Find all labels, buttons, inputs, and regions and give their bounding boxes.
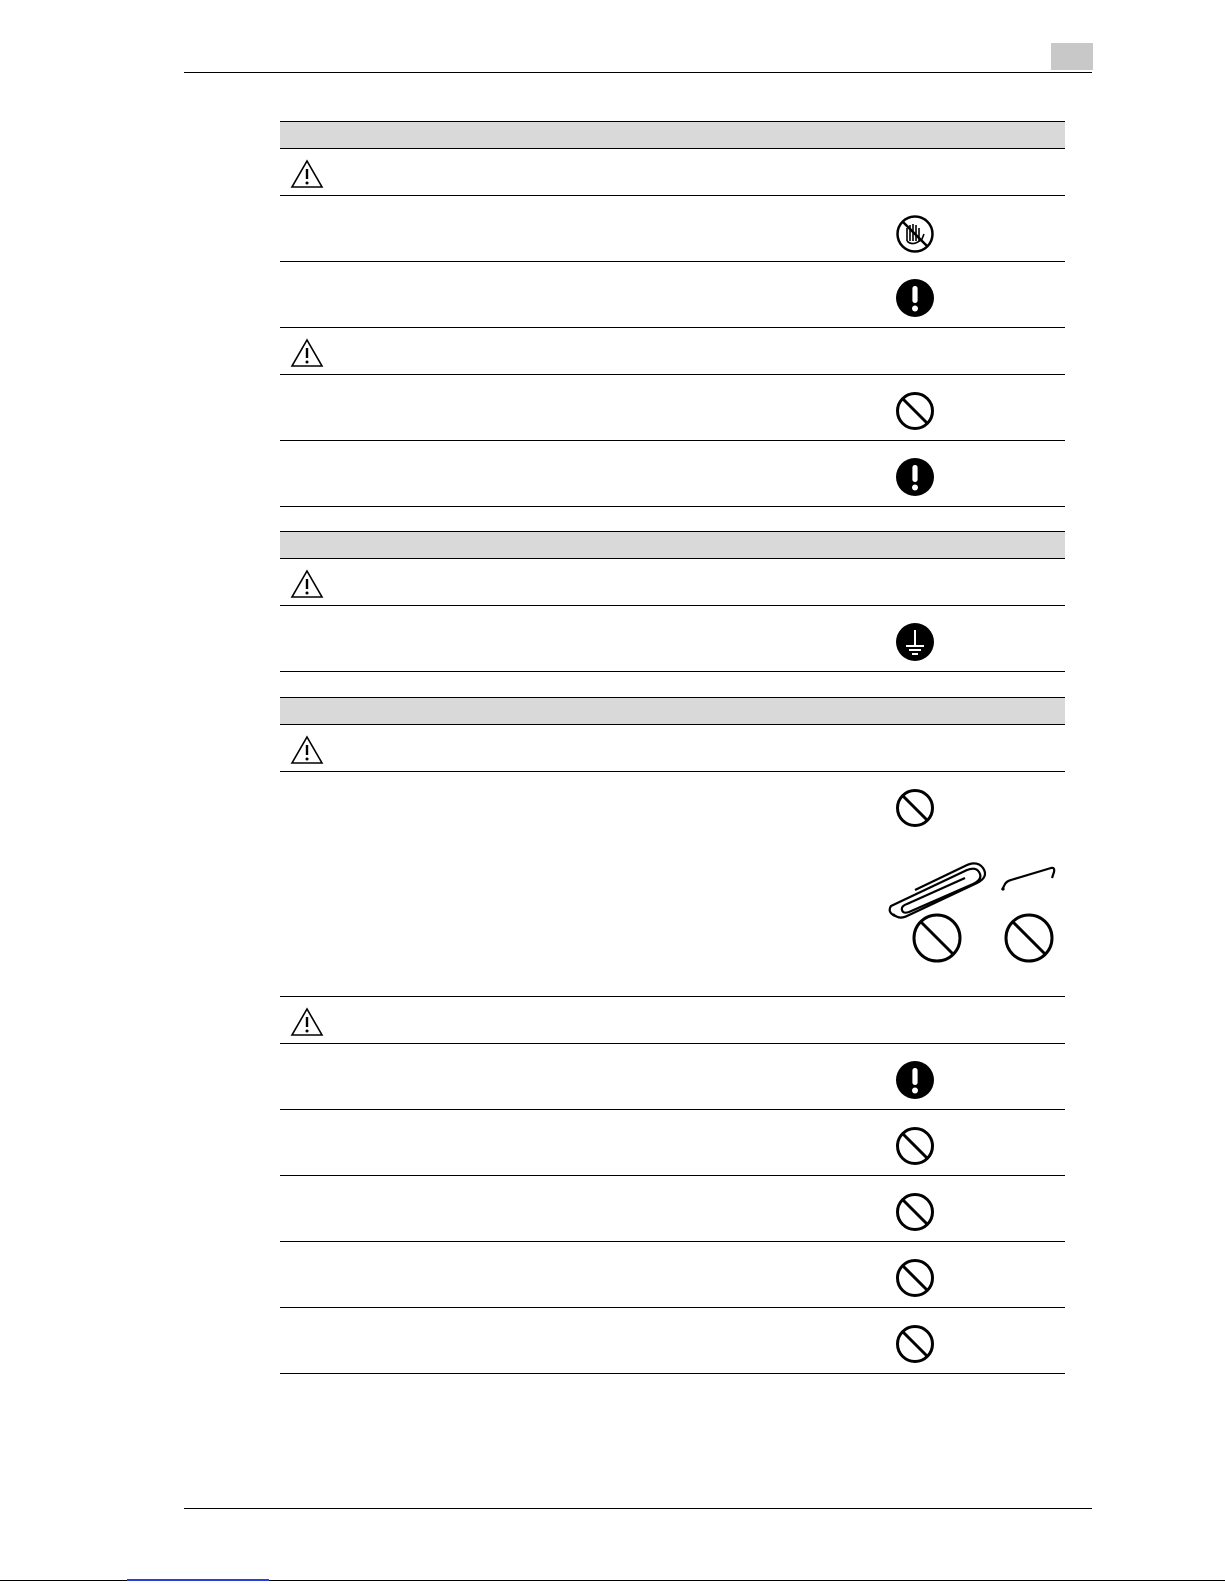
header-rule bbox=[184, 72, 1092, 73]
precaution-row bbox=[280, 441, 1065, 507]
page-number-tab bbox=[1051, 43, 1093, 70]
caution-row bbox=[280, 997, 1065, 1044]
footer-rule bbox=[184, 1508, 1092, 1509]
mandatory-action-icon bbox=[895, 1060, 935, 1100]
safety-section-2 bbox=[280, 531, 1065, 672]
precaution-row bbox=[280, 375, 1065, 441]
mandatory-action-icon bbox=[895, 278, 935, 318]
precaution-row bbox=[280, 1110, 1065, 1176]
warning-triangle-icon bbox=[290, 338, 324, 368]
caution-row bbox=[280, 559, 1065, 606]
caution-row bbox=[280, 328, 1065, 375]
safety-section-1 bbox=[280, 121, 1065, 507]
ground-icon bbox=[895, 622, 935, 662]
warning-triangle-icon bbox=[290, 569, 324, 599]
precaution-row bbox=[280, 196, 1065, 262]
paper-clip-prohibited-icon bbox=[914, 915, 960, 961]
no-touch-icon bbox=[895, 214, 935, 254]
precaution-row bbox=[280, 1242, 1065, 1308]
prohibition-icon bbox=[895, 391, 935, 431]
prohibition-icon bbox=[895, 1258, 935, 1298]
staple-prohibited-icon bbox=[1006, 915, 1052, 961]
precaution-row bbox=[280, 772, 1065, 997]
precaution-row bbox=[280, 1176, 1065, 1242]
section-header-bar bbox=[280, 531, 1065, 559]
precaution-row bbox=[280, 606, 1065, 672]
paper-clip-staple-illustration bbox=[885, 856, 1060, 966]
safety-section-3 bbox=[280, 697, 1065, 1374]
warning-triangle-icon bbox=[290, 159, 324, 189]
prohibition-icon bbox=[895, 1324, 935, 1364]
prohibition-icon bbox=[895, 788, 935, 828]
section-header-bar bbox=[280, 121, 1065, 149]
precaution-row bbox=[280, 1308, 1065, 1374]
paper-clip-icon bbox=[890, 863, 985, 917]
footer-link[interactable] bbox=[127, 1579, 269, 1581]
section-header-bar bbox=[280, 697, 1065, 725]
caution-row bbox=[280, 149, 1065, 196]
staple-icon bbox=[1001, 868, 1054, 891]
mandatory-action-icon bbox=[895, 457, 935, 497]
warning-triangle-icon bbox=[290, 735, 324, 765]
caution-row bbox=[280, 725, 1065, 772]
warning-triangle-icon bbox=[290, 1007, 324, 1037]
precaution-row bbox=[280, 1044, 1065, 1110]
precaution-row bbox=[280, 262, 1065, 328]
prohibition-icon bbox=[895, 1126, 935, 1166]
prohibition-icon bbox=[895, 1192, 935, 1232]
